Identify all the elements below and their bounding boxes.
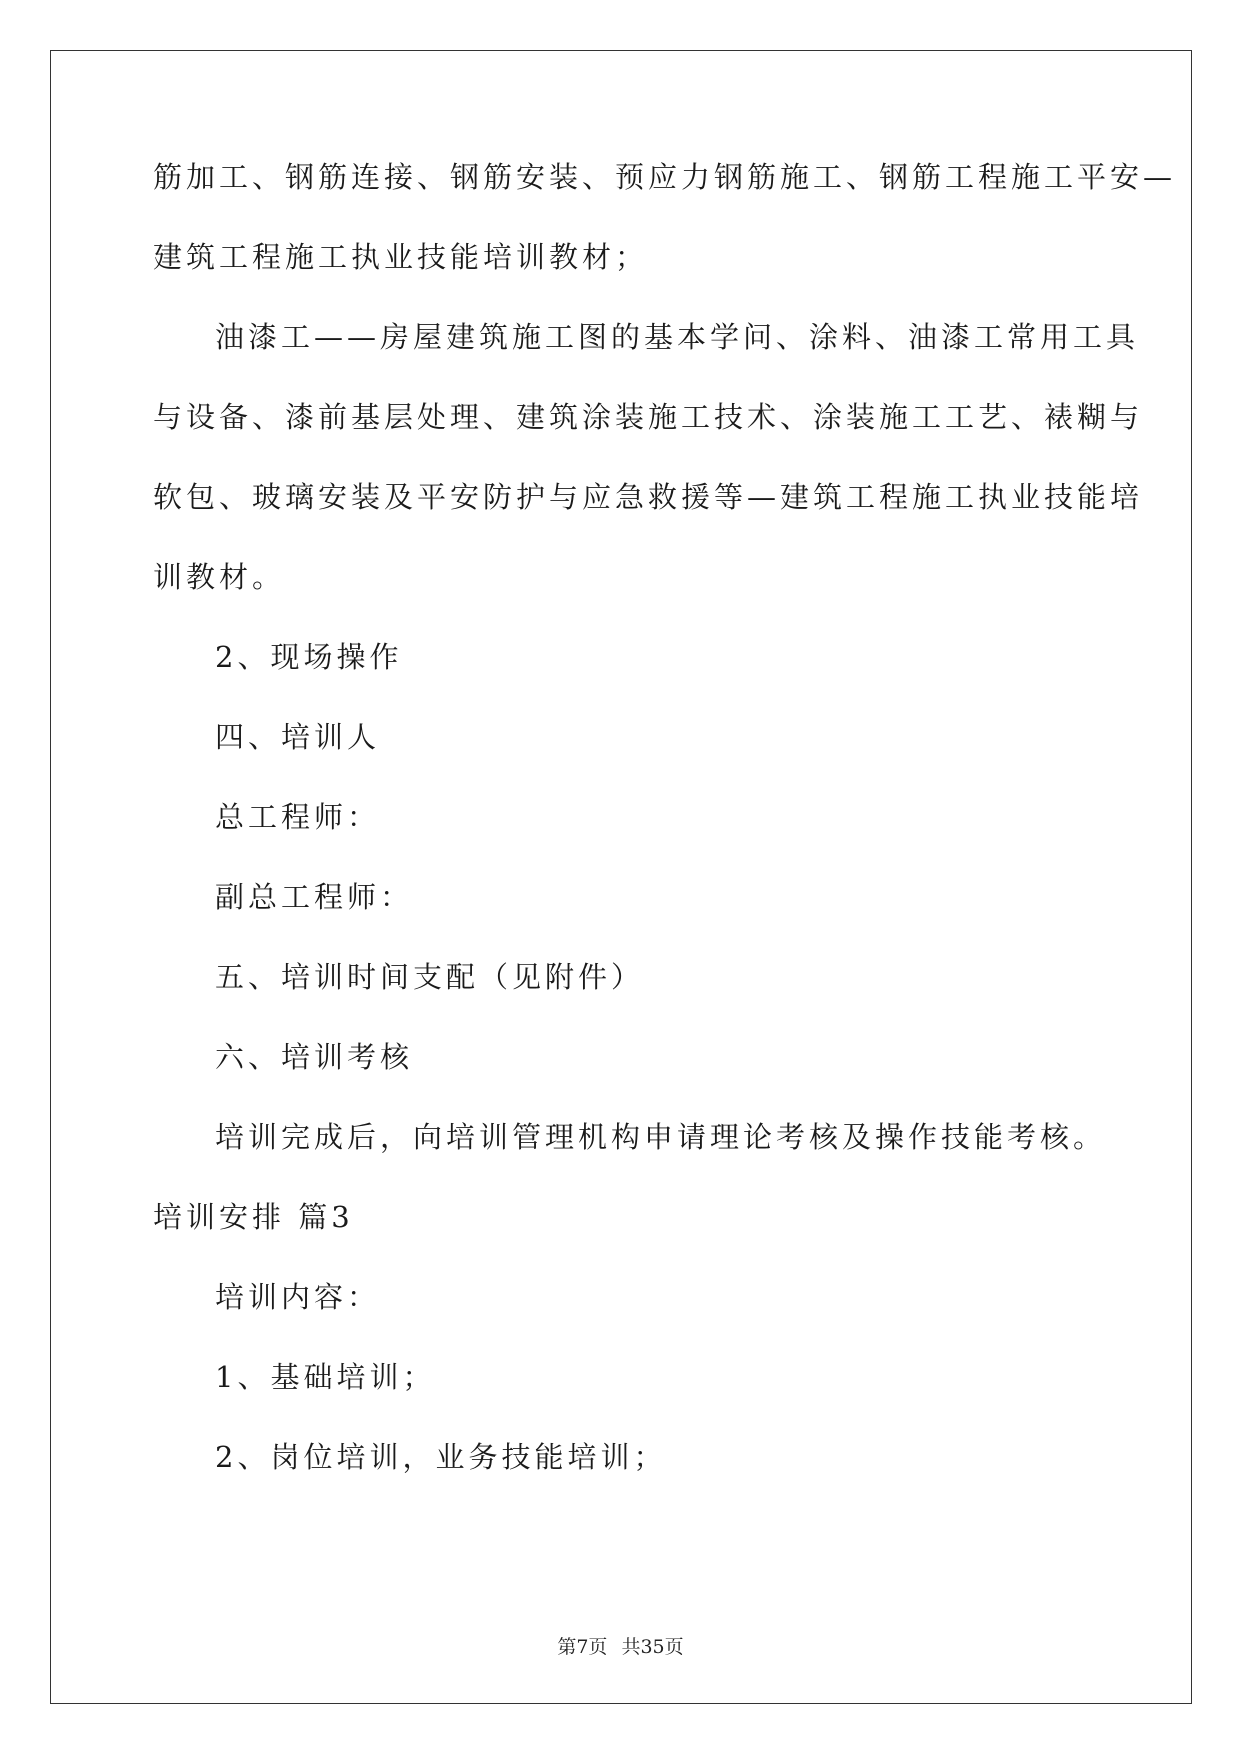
page-total: 共35页 <box>621 1636 684 1658</box>
article-heading: 培训安排 篇3 <box>153 1200 354 1234</box>
text-line: 软包、玻璃安装及平安防护与应急救援等—建筑工程施工执业技能培 <box>153 480 1144 514</box>
text-line: 2、岗位培训，业务技能培训； <box>215 1440 667 1474</box>
text-line: 培训内容： <box>215 1280 381 1314</box>
text-line: 油漆工——房屋建筑施工图的基本学问、涂料、油漆工常用工具 <box>215 320 1140 354</box>
section-heading: 五、培训时间支配（见附件） <box>215 960 645 994</box>
text-line: 培训完成后，向培训管理机构申请理论考核及操作技能考核。 <box>215 1120 1107 1154</box>
text-line: 副总工程师： <box>215 880 414 914</box>
document-body <box>153 158 1177 1518</box>
text-line: 2、现场操作 <box>215 640 403 674</box>
page-footer <box>0 1632 1241 1659</box>
text-line: 总工程师： <box>215 800 381 834</box>
page-number: 第7页 <box>557 1636 608 1658</box>
text-line: 筋加工、钢筋连接、钢筋安装、预应力钢筋施工、钢筋工程施工平安— <box>153 160 1177 194</box>
text-line: 建筑工程施工执业技能培训教材； <box>153 240 649 274</box>
section-heading: 四、培训人 <box>215 720 381 754</box>
text-line: 1、基础培训； <box>215 1360 436 1394</box>
text-line: 与设备、漆前基层处理、建筑涂装施工技术、涂装施工工艺、裱糊与 <box>153 400 1144 434</box>
text-line: 训教材。 <box>153 560 286 594</box>
section-heading: 六、培训考核 <box>215 1040 414 1074</box>
